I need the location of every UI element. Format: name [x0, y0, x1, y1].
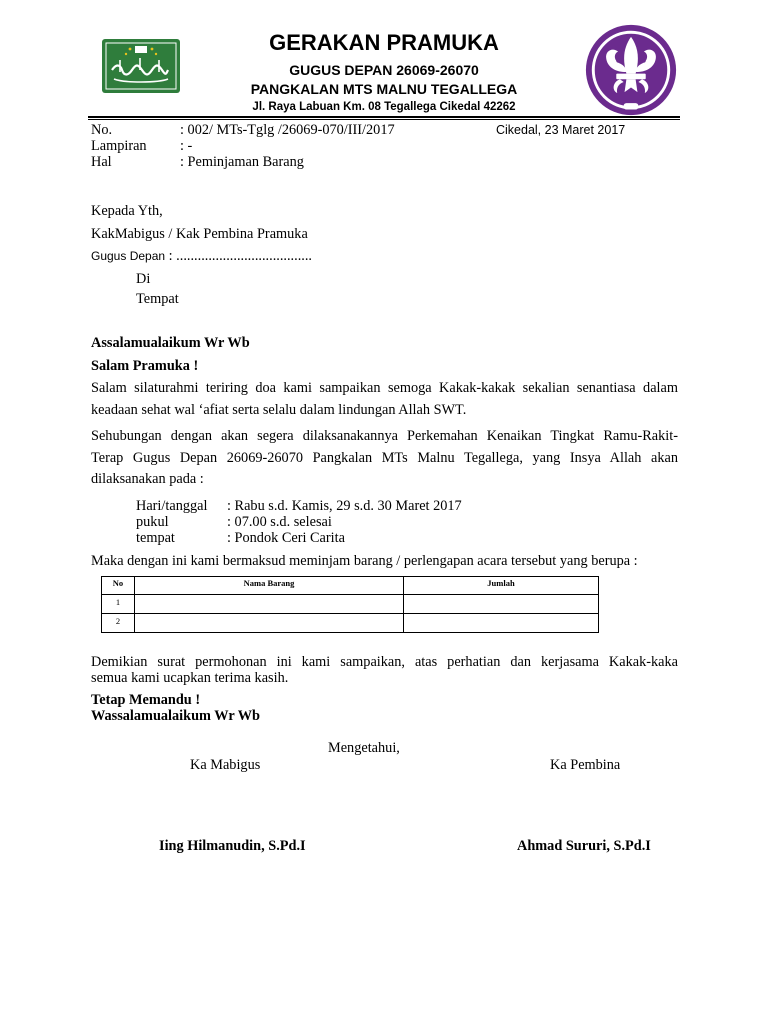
- right-signatory-name: Ahmad Sururi, S.Pd.I: [517, 838, 651, 854]
- schedule-label: tempat: [136, 530, 175, 546]
- table-row: [102, 614, 599, 633]
- number-value: : 002/ MTs-Tglg /26069-070/III/2017: [180, 122, 395, 138]
- salutation: Kepada Yth,: [91, 203, 163, 219]
- scout-fleur-de-lis-icon: [585, 24, 677, 116]
- recipient-unit: [91, 248, 312, 264]
- recipient-unit-value: : ......................................: [168, 248, 313, 264]
- column-header-no: No: [102, 577, 135, 595]
- opening-greeting: Assalamualaikum Wr Wb: [91, 335, 250, 351]
- scout-greeting: Salam Pramuka !: [91, 358, 199, 374]
- unit-name: GUGUS DEPAN 26069-26070: [289, 62, 479, 78]
- closing-greeting: Wassalamualaikum Wr Wb: [91, 708, 260, 724]
- place-date: Cikedal, 23 Maret 2017: [496, 123, 626, 137]
- table-header-row: [102, 577, 599, 595]
- closing-line: Demikian surat permohonan ini kami sampaikan, atas perhatian dan kerjasama Kakak-kaka: [91, 654, 678, 670]
- row-number: 2: [102, 614, 135, 633]
- schedule-label: pukul: [136, 514, 169, 530]
- left-signatory-title: Ka Mabigus: [190, 757, 261, 773]
- subject-label: Hal: [91, 154, 112, 170]
- attachment-value: : -: [180, 138, 193, 154]
- organization-name: GERAKAN PRAMUKA: [269, 30, 499, 55]
- fleur-star: [642, 59, 646, 63]
- right-signatory-title: Ka Pembina: [550, 757, 621, 773]
- item-name-cell: [135, 595, 404, 614]
- motto: Tetap Memandu !: [91, 692, 201, 708]
- table-row: [102, 595, 599, 614]
- recipient-at: Di: [136, 271, 151, 287]
- column-header-quantity: Jumlah: [404, 577, 599, 595]
- address: Jl. Raya Labuan Km. 08 Tegallega Cikedal 42262: [252, 101, 516, 113]
- recipient-place: Tempat: [136, 291, 179, 307]
- schedule-value: : Rabu s.d. Kamis, 29 s.d. 30 Maret 2017: [227, 498, 462, 514]
- acknowledged-label: Mengetahui,: [328, 740, 400, 756]
- paragraph-1-line: Salam silaturahmi teriring doa kami sampaikan semoga Kakak-kakak sekalian senantiasa dalam: [91, 380, 678, 396]
- number-label: No.: [91, 122, 113, 138]
- paragraph-2-line: Terap Gugus Depan 26069-26070 Pangkalan MTs Malnu Tegallega, yang Insya Allah akan: [91, 450, 678, 466]
- paragraph-2-line: Sehubungan dengan akan segera dilaksanakannya Perkemahan Kenaikan Tingkat Ramu-Rakit-: [91, 428, 678, 444]
- closing-line: semua kami ucapkan terima kasih.: [91, 670, 289, 686]
- row-number: 1: [102, 595, 135, 614]
- schedule-value: : Pondok Ceri Carita: [227, 530, 345, 546]
- fleur-star: [616, 59, 620, 63]
- quantity-cell: [404, 595, 599, 614]
- logo-rope-knot: [624, 103, 639, 109]
- paragraph-2-line: dilaksanakan pada :: [91, 471, 204, 487]
- items-table: [101, 576, 599, 633]
- paragraph-1-line: keadaan sehat wal ‘afiat serta selalu dalam lindungan Allah SWT.: [91, 402, 467, 418]
- subject-value: : Peminjaman Barang: [180, 154, 304, 170]
- recipient-unit-label: Gugus Depan: [91, 249, 166, 263]
- quantity-cell: [404, 614, 599, 633]
- left-signatory-name: Iing Hilmanudin, S.Pd.I: [159, 838, 306, 854]
- schedule-value: : 07.00 s.d. selesai: [227, 514, 332, 530]
- request-text: Maka dengan ini kami bermaksud meminjam barang / perlengapan acara tersebut yang berupa :: [91, 553, 638, 569]
- column-header-item: Nama Barang: [135, 577, 404, 595]
- item-name-cell: [135, 614, 404, 633]
- schedule-label: Hari/tanggal: [136, 498, 208, 514]
- addressee: KakMabigus / Kak Pembina Pramuka: [91, 226, 308, 242]
- attachment-label: Lampiran: [91, 138, 147, 154]
- letterhead-divider: [88, 116, 680, 120]
- base-name: PANGKALAN MTS MALNU TEGALLEGA: [250, 81, 518, 97]
